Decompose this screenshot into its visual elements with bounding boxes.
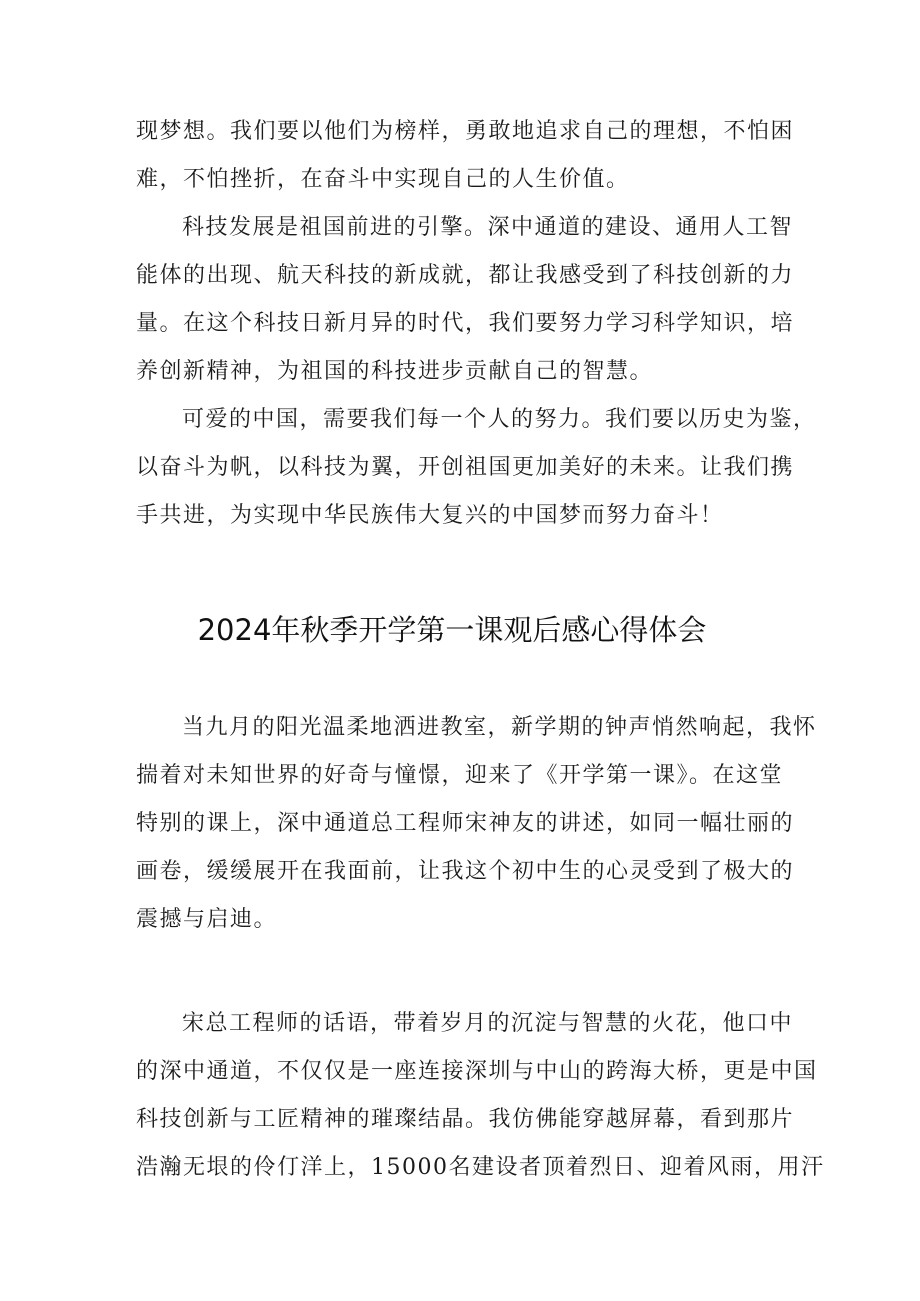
text-line: 震撼与启迪。 [136, 907, 278, 932]
text-line: 现梦想。我们要以他们为榜样，勇敢地追求自己的理想，不怕困 [136, 119, 795, 144]
text-line: 可爱的中国，需要我们每一个人的努力。我们要以历史为鉴， [182, 407, 817, 432]
paragraph-september [136, 704, 817, 944]
text-line: 以奋斗为帆，以科技为翼，开创祖国更加美好的未来。让我们携 [136, 455, 795, 480]
text-line: 养创新精神，为祖国的科技进步贡献自己的智慧。 [136, 359, 654, 384]
text-line: 难，不怕挫折，在奋斗中实现自己的人生价值。 [136, 167, 630, 192]
text-line: 科技创新与工匠精神的璀璨结晶。我仿佛能穿越屏幕，看到那片 [136, 1107, 795, 1132]
text-line: 量。在这个科技日新月异的时代，我们要努力学习科学知识，培 [136, 311, 795, 336]
text-line: 宋总工程师的话语，带着岁月的沉淀与智慧的火花，他口中 [182, 1011, 794, 1036]
text-line: 浩瀚无垠的伶仃洋上，15000名建设者顶着烈日、迎着风雨，用汗 [136, 1155, 825, 1180]
text-line: 当九月的阳光温柔地洒进教室，新学期的钟声悄然响起，我怀 [182, 715, 817, 740]
text-line: 能体的出现、航天科技的新成就，都让我感受到了科技创新的力 [136, 263, 795, 288]
paragraph-lovely-china [136, 396, 817, 540]
document-title: 2024年秋季开学第一课观后感心得体会 [197, 613, 707, 647]
text-line: 手共进，为实现中华民族伟大复兴的中国梦而努力奋斗！ [136, 503, 724, 528]
text-line: 画卷，缓缓展开在我面前，让我这个初中生的心灵受到了极大的 [136, 859, 795, 884]
text-line: 的深中通道，不仅仅是一座连接深圳与中山的跨海大桥，更是中国 [136, 1059, 818, 1084]
text-line: 揣着对未知世界的好奇与憧憬，迎来了《开学第一课》。在这堂 [136, 763, 784, 788]
text-line: 特别的课上，深中通道总工程师宋神友的讲述，如同一幅壮丽的 [136, 811, 795, 836]
paragraph-continuation [136, 108, 796, 204]
paragraph-technology [136, 204, 796, 396]
paragraph-chief-engineer [136, 1000, 825, 1192]
text-line: 科技发展是祖国前进的引擎。深中通道的建设、通用人工智 [182, 215, 794, 240]
